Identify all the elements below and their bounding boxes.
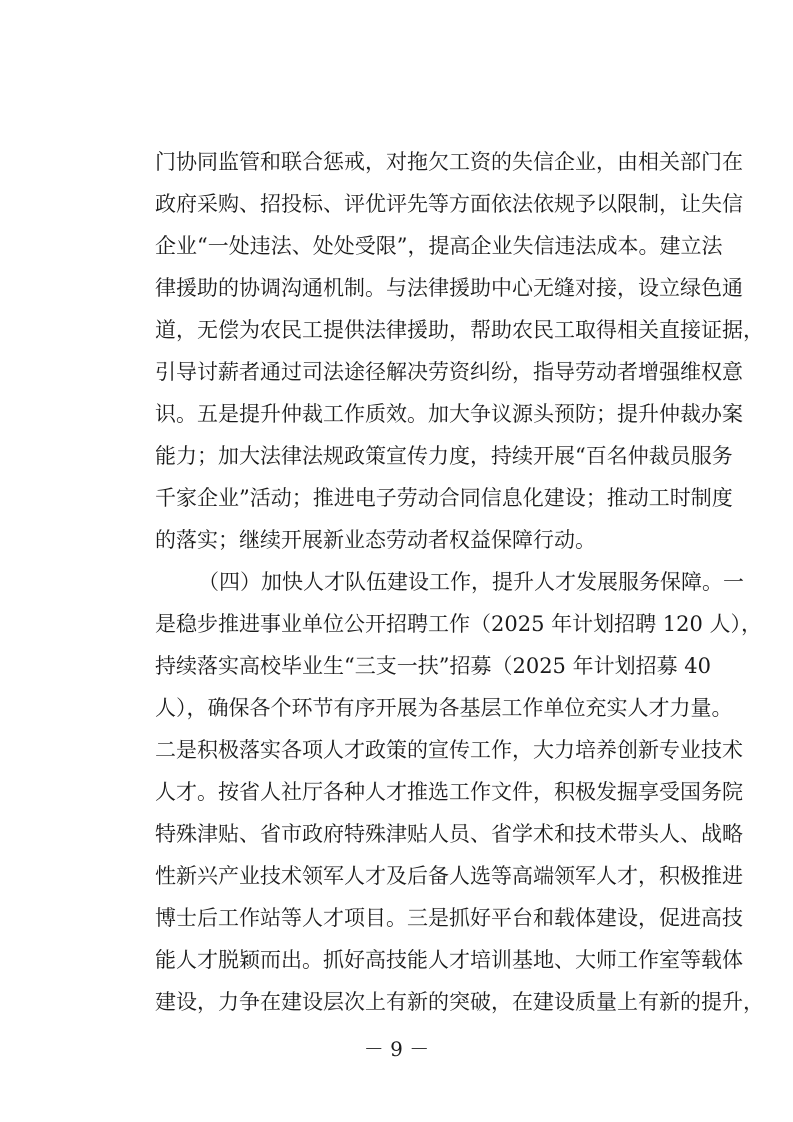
section-heading-line: （四）加快人才队伍建设工作，提升人才发展服务保障。一 xyxy=(198,570,744,594)
body-text-line: 人），确保各个环节有序开展为各基层工作单位充实人才力量。 xyxy=(155,696,733,720)
page-number: － 9 － xyxy=(363,1037,430,1061)
body-text-line: 道，无偿为农民工提供法律援助，帮助农民工取得相关直接证据， xyxy=(155,318,764,342)
body-text-line: 识。五是提升仲裁工作质效。加大争议源头预防；提升仲裁办案 xyxy=(155,402,743,426)
body-text-line: 是稳步推进事业单位公开招聘工作（2025 年计划招聘 120 人）， xyxy=(155,612,763,636)
body-text-line: 特殊津贴、省市政府特殊津贴人员、省学术和技术带头人、战略 xyxy=(155,822,743,846)
body-text-line: 的落实；继续开展新业态劳动者权益保障行动。 xyxy=(155,528,596,552)
body-text-line: 门协同监管和联合惩戒，对拖欠工资的失信企业，由相关部门在 xyxy=(155,150,743,174)
body-text-line: 性新兴产业技术领军人才及后备人选等高端领军人才，积极推进 xyxy=(155,864,743,888)
body-text-line: 引导讨薪者通过司法途径解决劳资纠纷，指导劳动者增强维权意 xyxy=(155,360,743,384)
body-text-line: 建设，力争在建设层次上有新的突破，在建设质量上有新的提升， xyxy=(155,990,764,1014)
body-text-line: 千家企业”活动；推进电子劳动合同信息化建设；推动工时制度 xyxy=(155,486,733,510)
body-text-line: 人才。按省人社厅各种人才推选工作文件，积极发掘享受国务院 xyxy=(155,780,743,804)
body-text-line: 持续落实高校毕业生“三支一扶”招募（2025 年计划招募 40 xyxy=(155,654,711,678)
body-text-line: 企业“一处违法、处处受限”，提高企业失信违法成本。建立法 xyxy=(155,234,723,258)
body-text-line: 二是积极落实各项人才政策的宣传工作，大力培养创新专业技术 xyxy=(155,738,743,762)
body-text-line: 能力；加大法律法规政策宣传力度，持续开展“百名仲裁员服务 xyxy=(155,444,733,468)
body-text-line: 律援助的协调沟通机制。与法律援助中心无缝对接，设立绿色通 xyxy=(155,276,743,300)
body-text-line: 博士后工作站等人才项目。三是抓好平台和载体建设，促进高技 xyxy=(155,906,743,930)
body-text-line: 政府采购、招投标、评优评先等方面依法依规予以限制，让失信 xyxy=(155,192,743,216)
body-text-line: 能人才脱颖而出。抓好高技能人才培训基地、大师工作室等载体 xyxy=(155,948,743,972)
